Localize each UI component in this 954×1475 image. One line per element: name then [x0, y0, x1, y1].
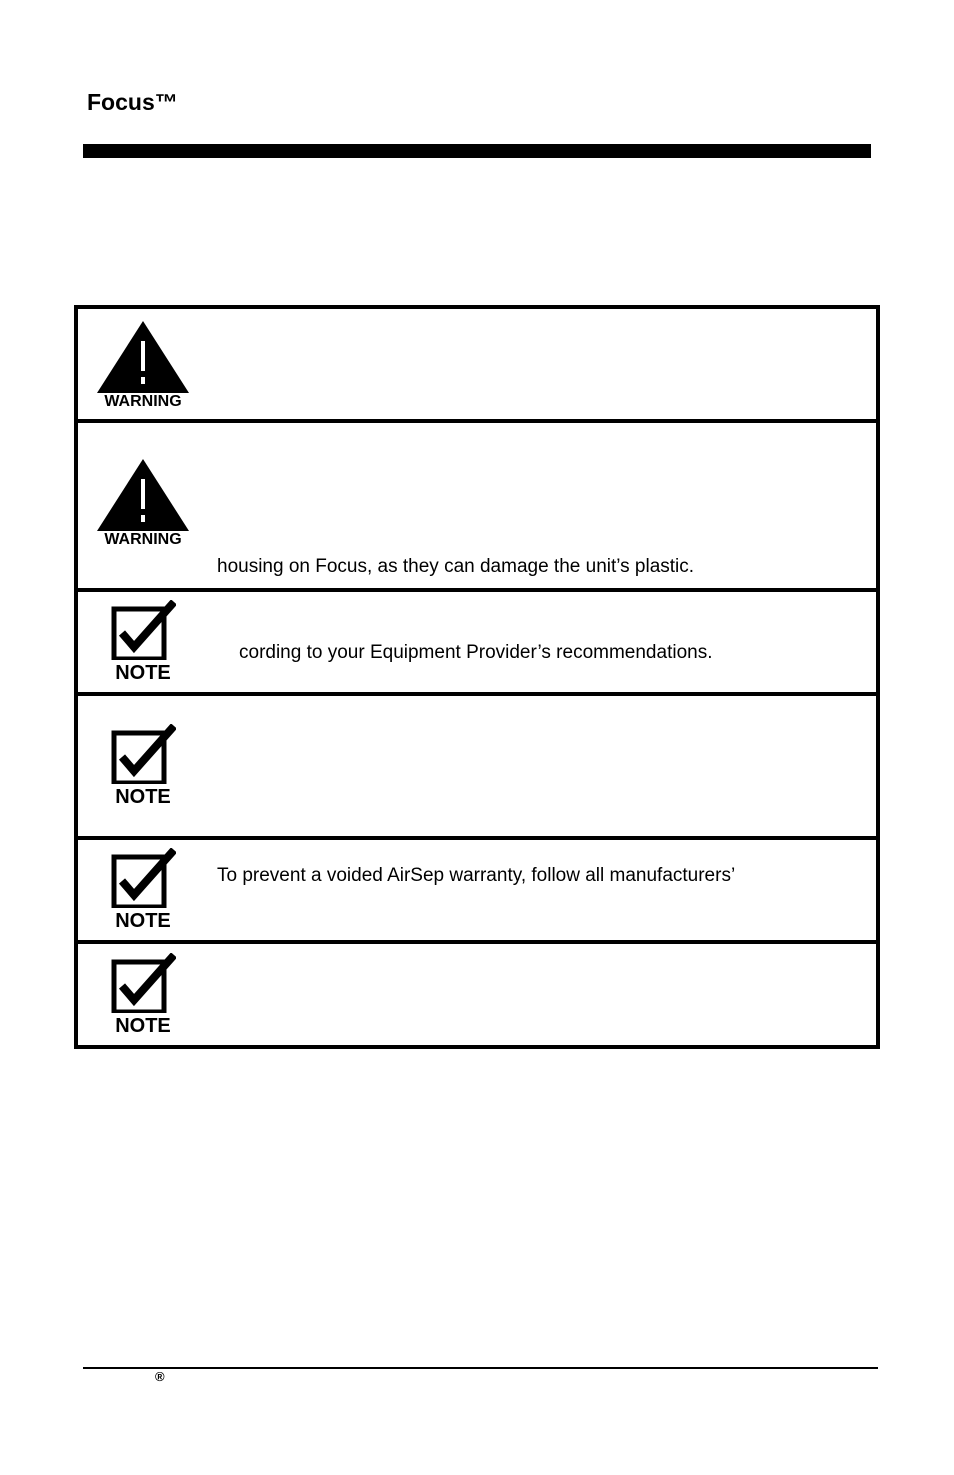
notice-row-note-3 [78, 840, 876, 944]
note-label: NOTE [115, 786, 171, 808]
notice-row-warning-2 [78, 423, 876, 592]
checkbox-note-icon [110, 848, 176, 908]
header-rule [83, 144, 871, 158]
note-label: NOTE [115, 662, 171, 684]
notice-row-note-4 [78, 944, 876, 1045]
checkbox-note-icon [110, 600, 176, 660]
footer-rule [83, 1367, 878, 1369]
notice-row-note-2 [78, 696, 876, 840]
checkbox-note-icon [110, 724, 176, 784]
note-label: NOTE [115, 910, 171, 932]
note-label: NOTE [115, 1015, 171, 1037]
warning-label: WARNING [104, 393, 182, 410]
footer-registered-mark: ® [155, 1369, 165, 1384]
notice-text: To prevent a voided AirSep warranty, follow all manufacturers’ [217, 865, 736, 886]
checkbox-note-icon [110, 953, 176, 1013]
warning-label: WARNING [104, 531, 182, 548]
notice-text: housing on Focus, as they can damage the unit’s plastic. [217, 556, 695, 577]
page-header-title: Focus™ [87, 89, 178, 115]
notice-row-warning-1 [78, 309, 876, 423]
notice-text: cording to your Equipment Provider’s recommendations. [239, 642, 713, 663]
safety-notice-table [74, 305, 880, 1049]
notice-row-note-1 [78, 592, 876, 696]
